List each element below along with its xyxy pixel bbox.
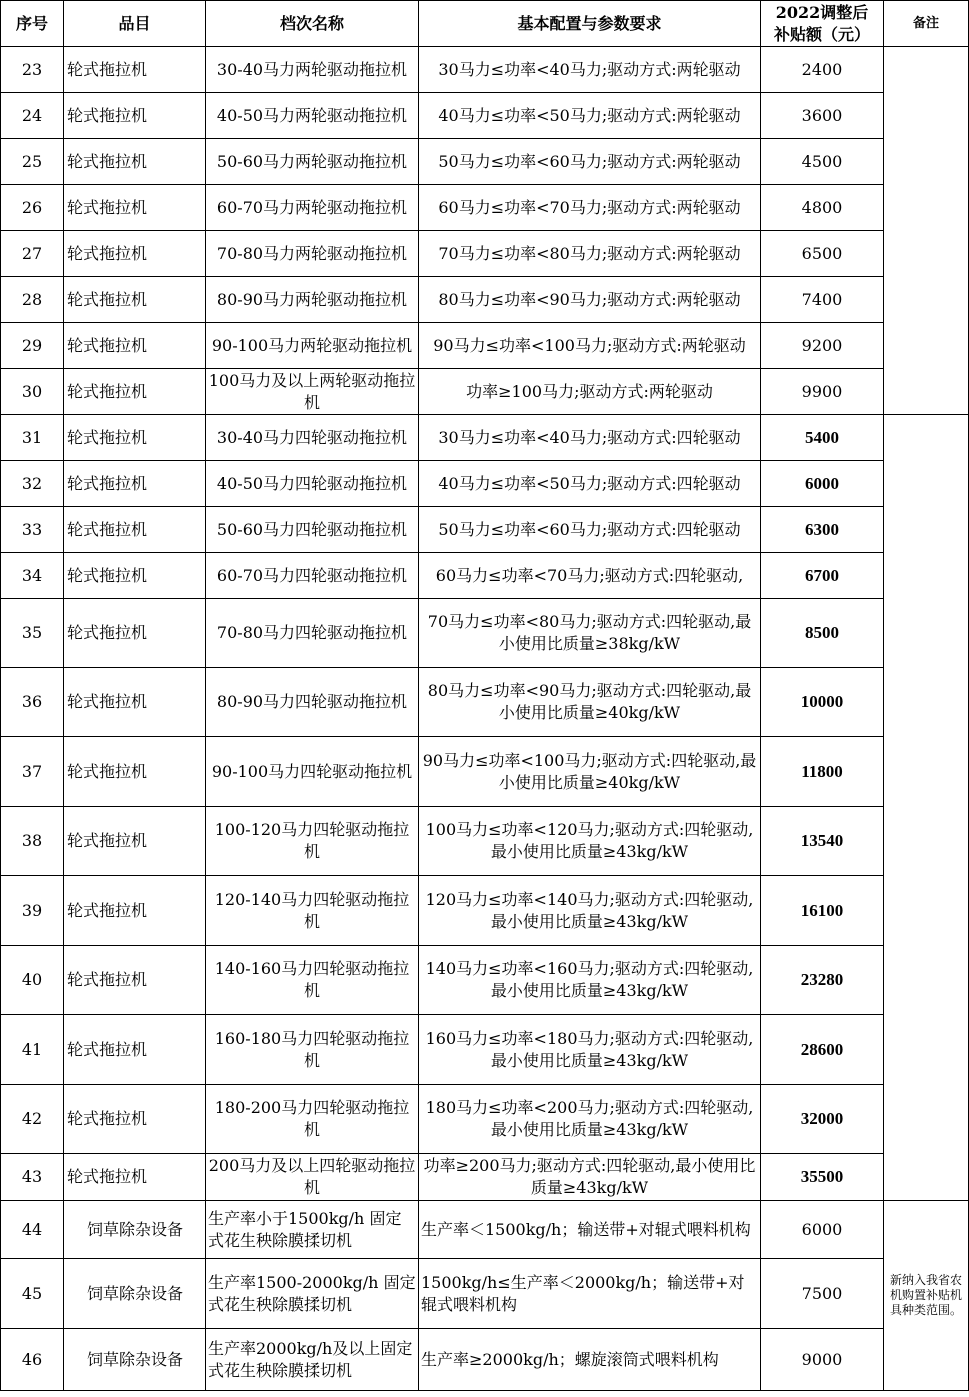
row-tier: 180-200马力四轮驱动拖拉机 <box>206 1085 419 1154</box>
table-row <box>1 1015 969 1085</box>
row-amount: 16100 <box>761 876 884 946</box>
row-tier: 生产率1500-2000kg/h 固定式花生秧除膜揉切机 <box>206 1259 419 1329</box>
row-amount: 5400 <box>761 415 884 461</box>
row-tier: 生产率小于1500kg/h 固定式花生秧除膜揉切机 <box>206 1201 419 1259</box>
row-spec: 60马力≤功率<70马力;驱动方式:两轮驱动 <box>419 185 761 231</box>
row-tier: 70-80马力四轮驱动拖拉机 <box>206 599 419 668</box>
table-header-row <box>1 1 969 47</box>
row-tier: 90-100马力两轮驱动拖拉机 <box>206 323 419 369</box>
table-row <box>1 1201 969 1259</box>
row-seq: 28 <box>1 277 64 323</box>
row-tier: 200马力及以上四轮驱动拖拉机 <box>206 1154 419 1201</box>
row-item: 轮式拖拉机 <box>64 1015 206 1085</box>
table-row <box>1 415 969 461</box>
row-item: 轮式拖拉机 <box>64 139 206 185</box>
row-item: 轮式拖拉机 <box>64 323 206 369</box>
row-item: 饲草除杂设备 <box>64 1259 206 1329</box>
row-spec: 30马力≤功率<40马力;驱动方式:四轮驱动 <box>419 415 761 461</box>
table-row <box>1 461 969 507</box>
row-spec: 80马力≤功率<90马力;驱动方式:两轮驱动 <box>419 277 761 323</box>
row-amount: 6000 <box>761 461 884 507</box>
row-item: 轮式拖拉机 <box>64 277 206 323</box>
table-row <box>1 185 969 231</box>
table-row <box>1 946 969 1015</box>
row-seq: 27 <box>1 231 64 277</box>
row-spec: 50马力≤功率<60马力;驱动方式:两轮驱动 <box>419 139 761 185</box>
row-seq: 34 <box>1 553 64 599</box>
row-spec: 70马力≤功率<80马力;驱动方式:两轮驱动 <box>419 231 761 277</box>
row-spec: 70马力≤功率<80马力;驱动方式:四轮驱动,最小使用比质量≥38kg/kW <box>419 599 761 668</box>
row-item: 轮式拖拉机 <box>64 807 206 876</box>
row-spec: 30马力≤功率<40马力;驱动方式:两轮驱动 <box>419 47 761 93</box>
row-tier: 60-70马力两轮驱动拖拉机 <box>206 185 419 231</box>
row-tier: 30-40马力四轮驱动拖拉机 <box>206 415 419 461</box>
row-amount: 6000 <box>761 1201 884 1259</box>
row-amount: 2400 <box>761 47 884 93</box>
row-amount: 6700 <box>761 553 884 599</box>
row-seq: 31 <box>1 415 64 461</box>
row-tier: 50-60马力两轮驱动拖拉机 <box>206 139 419 185</box>
row-tier: 30-40马力两轮驱动拖拉机 <box>206 47 419 93</box>
row-amount: 6300 <box>761 507 884 553</box>
row-seq: 30 <box>1 369 64 415</box>
row-amount: 10000 <box>761 668 884 737</box>
row-tier: 70-80马力两轮驱动拖拉机 <box>206 231 419 277</box>
row-item: 轮式拖拉机 <box>64 415 206 461</box>
row-item: 轮式拖拉机 <box>64 946 206 1015</box>
row-spec: 功率≥200马力;驱动方式:四轮驱动,最小使用比质量≥43kg/kW <box>419 1154 761 1201</box>
row-note-empty <box>884 415 969 1201</box>
row-spec: 80马力≤功率<90马力;驱动方式:四轮驱动,最小使用比质量≥40kg/kW <box>419 668 761 737</box>
row-tier: 120-140马力四轮驱动拖拉机 <box>206 876 419 946</box>
table-row <box>1 47 969 93</box>
row-seq: 33 <box>1 507 64 553</box>
row-tier: 140-160马力四轮驱动拖拉机 <box>206 946 419 1015</box>
row-amount: 32000 <box>761 1085 884 1154</box>
row-seq: 29 <box>1 323 64 369</box>
row-amount: 4500 <box>761 139 884 185</box>
row-seq: 39 <box>1 876 64 946</box>
row-spec: 120马力≤功率<140马力;驱动方式:四轮驱动,最小使用比质量≥43kg/kW <box>419 876 761 946</box>
row-spec: 140马力≤功率<160马力;驱动方式:四轮驱动,最小使用比质量≥43kg/kW <box>419 946 761 1015</box>
row-item: 轮式拖拉机 <box>64 461 206 507</box>
row-item: 轮式拖拉机 <box>64 1085 206 1154</box>
row-item: 轮式拖拉机 <box>64 737 206 807</box>
header-seq: 序号 <box>1 1 64 47</box>
row-spec: 90马力≤功率<100马力;驱动方式:四轮驱动,最小使用比质量≥40kg/kW <box>419 737 761 807</box>
row-item: 轮式拖拉机 <box>64 369 206 415</box>
row-amount: 9200 <box>761 323 884 369</box>
row-amount: 11800 <box>761 737 884 807</box>
table-row <box>1 93 969 139</box>
table-row <box>1 553 969 599</box>
table-row <box>1 323 969 369</box>
row-item: 轮式拖拉机 <box>64 668 206 737</box>
table-row <box>1 1154 969 1201</box>
row-spec: 50马力≤功率<60马力;驱动方式:四轮驱动 <box>419 507 761 553</box>
table-row <box>1 277 969 323</box>
row-spec: 生产率＜1500kg/h；输送带+对辊式喂料机构 <box>419 1201 761 1259</box>
row-seq: 45 <box>1 1259 64 1329</box>
row-amount: 8500 <box>761 599 884 668</box>
row-seq: 37 <box>1 737 64 807</box>
row-amount: 7500 <box>761 1259 884 1329</box>
row-amount: 35500 <box>761 1154 884 1201</box>
row-amount: 9900 <box>761 369 884 415</box>
row-spec: 60马力≤功率<70马力;驱动方式:四轮驱动, <box>419 553 761 599</box>
row-amount: 6500 <box>761 231 884 277</box>
row-tier: 80-90马力两轮驱动拖拉机 <box>206 277 419 323</box>
row-item: 轮式拖拉机 <box>64 599 206 668</box>
row-item: 饲草除杂设备 <box>64 1201 206 1259</box>
header-item: 品目 <box>64 1 206 47</box>
table-row <box>1 507 969 553</box>
row-tier: 160-180马力四轮驱动拖拉机 <box>206 1015 419 1085</box>
row-seq: 24 <box>1 93 64 139</box>
row-spec: 生产率≥2000kg/h；螺旋滚筒式喂料机构 <box>419 1329 761 1391</box>
row-item: 饲草除杂设备 <box>64 1329 206 1391</box>
table-row <box>1 139 969 185</box>
row-amount: 28600 <box>761 1015 884 1085</box>
row-seq: 42 <box>1 1085 64 1154</box>
table-row <box>1 1329 969 1391</box>
table-row <box>1 1085 969 1154</box>
row-seq: 36 <box>1 668 64 737</box>
row-item: 轮式拖拉机 <box>64 47 206 93</box>
row-tier: 40-50马力四轮驱动拖拉机 <box>206 461 419 507</box>
row-spec: 180马力≤功率<200马力;驱动方式:四轮驱动,最小使用比质量≥43kg/kW <box>419 1085 761 1154</box>
row-seq: 44 <box>1 1201 64 1259</box>
row-note-empty <box>884 47 969 415</box>
row-item: 轮式拖拉机 <box>64 876 206 946</box>
row-item: 轮式拖拉机 <box>64 185 206 231</box>
row-item: 轮式拖拉机 <box>64 93 206 139</box>
row-tier: 100-120马力四轮驱动拖拉机 <box>206 807 419 876</box>
row-spec: 1500kg/h≤生产率＜2000kg/h；输送带+对辊式喂料机构 <box>419 1259 761 1329</box>
row-seq: 46 <box>1 1329 64 1391</box>
row-tier: 40-50马力两轮驱动拖拉机 <box>206 93 419 139</box>
row-seq: 38 <box>1 807 64 876</box>
row-note: 新纳入我省农机购置补贴机具种类范围。 <box>884 1201 969 1391</box>
header-note: 备注 <box>884 1 969 47</box>
row-seq: 23 <box>1 47 64 93</box>
header-amount <box>761 1 884 47</box>
table-row <box>1 599 969 668</box>
row-spec: 40马力≤功率<50马力;驱动方式:两轮驱动 <box>419 93 761 139</box>
table-row <box>1 876 969 946</box>
row-spec: 90马力≤功率<100马力;驱动方式:两轮驱动 <box>419 323 761 369</box>
header-spec: 基本配置与参数要求 <box>419 1 761 47</box>
row-item: 轮式拖拉机 <box>64 231 206 277</box>
table-row <box>1 231 969 277</box>
row-seq: 32 <box>1 461 64 507</box>
row-seq: 41 <box>1 1015 64 1085</box>
row-item: 轮式拖拉机 <box>64 507 206 553</box>
row-spec: 160马力≤功率<180马力;驱动方式:四轮驱动,最小使用比质量≥43kg/kW <box>419 1015 761 1085</box>
header-tier: 档次名称 <box>206 1 419 47</box>
row-tier: 50-60马力四轮驱动拖拉机 <box>206 507 419 553</box>
row-amount: 23280 <box>761 946 884 1015</box>
table-row <box>1 668 969 737</box>
row-tier: 90-100马力四轮驱动拖拉机 <box>206 737 419 807</box>
table-row <box>1 369 969 415</box>
header-amount-line2: 补贴额（元） <box>773 24 870 44</box>
row-seq: 26 <box>1 185 64 231</box>
table-row <box>1 807 969 876</box>
row-seq: 43 <box>1 1154 64 1201</box>
row-amount: 3600 <box>761 93 884 139</box>
row-amount: 13540 <box>761 807 884 876</box>
row-amount: 4800 <box>761 185 884 231</box>
row-spec: 40马力≤功率<50马力;驱动方式:四轮驱动 <box>419 461 761 507</box>
row-tier: 生产率2000kg/h及以上固定式花生秧除膜揉切机 <box>206 1329 419 1391</box>
table-row <box>1 737 969 807</box>
row-spec: 100马力≤功率<120马力;驱动方式:四轮驱动,最小使用比质量≥43kg/kW <box>419 807 761 876</box>
row-amount: 9000 <box>761 1329 884 1391</box>
row-item: 轮式拖拉机 <box>64 553 206 599</box>
row-seq: 40 <box>1 946 64 1015</box>
row-tier: 100马力及以上两轮驱动拖拉机 <box>206 369 419 415</box>
header-amount-line1: 2022调整后 <box>775 2 869 22</box>
row-tier: 80-90马力四轮驱动拖拉机 <box>206 668 419 737</box>
row-spec: 功率≥100马力;驱动方式:两轮驱动 <box>419 369 761 415</box>
row-amount: 7400 <box>761 277 884 323</box>
table-row <box>1 1259 969 1329</box>
row-item: 轮式拖拉机 <box>64 1154 206 1201</box>
row-tier: 60-70马力四轮驱动拖拉机 <box>206 553 419 599</box>
row-seq: 25 <box>1 139 64 185</box>
row-seq: 35 <box>1 599 64 668</box>
